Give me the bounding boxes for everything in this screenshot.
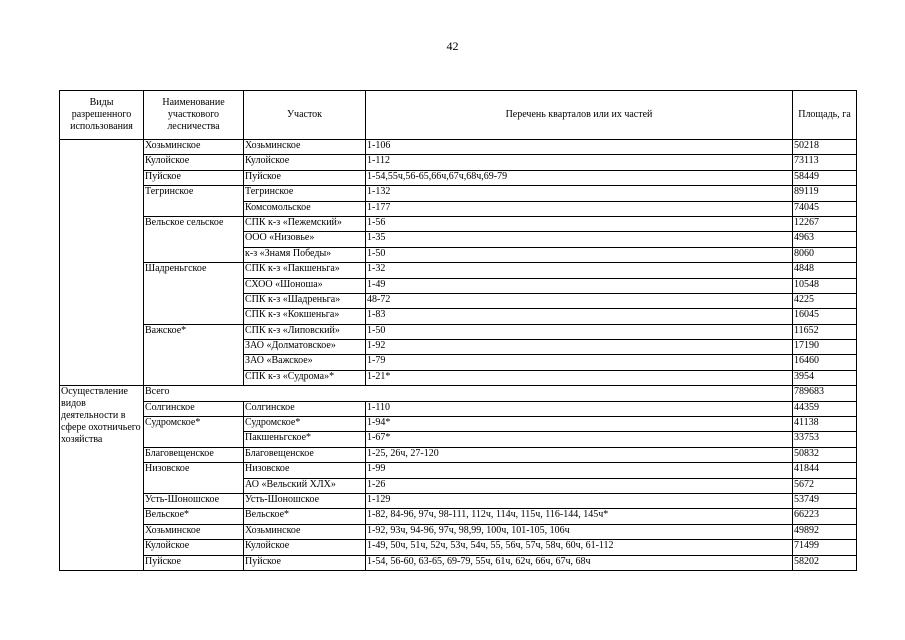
plot-cell: Кулойское: [244, 155, 366, 170]
quarters-cell: 1-82, 84-96, 97ч, 98-111, 112ч, 114ч, 115ч, 116-144, 145ч*: [366, 509, 793, 524]
area-cell: 53749: [793, 493, 857, 508]
area-cell: 50832: [793, 447, 857, 462]
area-cell: 16045: [793, 309, 857, 324]
header-quarters: Перечень кварталов или их частей: [366, 91, 793, 140]
table-row: [60, 417, 857, 432]
page-number: 42: [446, 39, 459, 53]
quarters-cell: 1-54, 56-60, 63-65, 69-79, 55ч, 61ч, 62ч, 66ч, 67ч, 68ч: [366, 555, 793, 570]
area-cell: 71499: [793, 540, 857, 555]
quarters-cell: 1-26: [366, 478, 793, 493]
forestry-cell: Шадреньгское: [144, 263, 244, 325]
quarters-cell: 1-106: [366, 140, 793, 155]
header-area: Площадь, га: [793, 91, 857, 140]
plot-cell: СПК к-з «Пакшеньга»: [244, 263, 366, 278]
quarters-cell: 1-32: [366, 263, 793, 278]
table-row: [60, 170, 857, 185]
total-area: 789683: [793, 386, 857, 401]
area-cell: 16460: [793, 355, 857, 370]
area-cell: 17190: [793, 340, 857, 355]
area-cell: 74045: [793, 201, 857, 216]
area-cell: 11652: [793, 324, 857, 339]
forestry-cell: Благовещенское: [144, 447, 244, 462]
total-row: [60, 386, 857, 401]
plot-cell: Хозьминское: [244, 524, 366, 539]
area-cell: 58202: [793, 555, 857, 570]
table-row: [60, 493, 857, 508]
table-row: [60, 540, 857, 555]
area-cell: 49892: [793, 524, 857, 539]
quarters-cell: 1-110: [366, 401, 793, 416]
quarters-cell: 1-92: [366, 340, 793, 355]
plot-cell: к-з «Знамя Победы»: [244, 247, 366, 262]
forestry-cell: Пуйское: [144, 555, 244, 570]
table-row: [60, 140, 857, 155]
forestry-cell: Тегринское: [144, 186, 244, 217]
plot-cell: Усть-Шоношское: [244, 493, 366, 508]
area-cell: 4848: [793, 263, 857, 278]
plot-cell: СПК к-з «Пежемский»: [244, 216, 366, 231]
table-row: [60, 216, 857, 231]
quarters-cell: 1-99: [366, 463, 793, 478]
table-row: [60, 447, 857, 462]
use-type-cell: Осуществление видов деятельности в сфере охотничьего хозяйства: [60, 386, 144, 571]
header-use-type: Виды разрешенного использования: [60, 91, 144, 140]
plot-cell: ЗАО «Долматовское»: [244, 340, 366, 355]
plot-cell: СХОО «Шоноша»: [244, 278, 366, 293]
plot-cell: Пуйское: [244, 555, 366, 570]
forestry-cell: Важское*: [144, 324, 244, 386]
plot-cell: Хозьминское: [244, 140, 366, 155]
header-plot: Участок: [244, 91, 366, 140]
plot-cell: ЗАО «Важское»: [244, 355, 366, 370]
table-body: [60, 140, 857, 571]
quarters-cell: 1-54,55ч,56-65,66ч,67ч,68ч,69-79: [366, 170, 793, 185]
quarters-cell: 1-132: [366, 186, 793, 201]
area-cell: 5672: [793, 478, 857, 493]
forestry-cell: Усть-Шоношское: [144, 493, 244, 508]
forestry-cell: Судромское*: [144, 417, 244, 448]
quarters-cell: 1-129: [366, 493, 793, 508]
plot-cell: Благовещенское: [244, 447, 366, 462]
quarters-cell: 48-72: [366, 293, 793, 308]
plot-cell: СПК к-з «Кокшеньга»: [244, 309, 366, 324]
header-forestry: Наименование участкового лесничества: [144, 91, 244, 140]
forestry-cell: Вельское*: [144, 509, 244, 524]
plot-cell: Вельское*: [244, 509, 366, 524]
plot-cell: Тегринское: [244, 186, 366, 201]
quarters-cell: 1-92, 93ч, 94-96, 97ч, 98,99, 100ч, 101-105, 106ч: [366, 524, 793, 539]
area-cell: 50218: [793, 140, 857, 155]
forestry-cell: Вельское сельское: [144, 216, 244, 262]
plot-cell: Судромское*: [244, 417, 366, 432]
area-cell: 4963: [793, 232, 857, 247]
plot-cell: Пуйское: [244, 170, 366, 185]
quarters-cell: 1-49: [366, 278, 793, 293]
forestry-cell: Кулойское: [144, 540, 244, 555]
plot-cell: СПК к-з «Судрома»*: [244, 370, 366, 385]
forestry-table: [59, 90, 857, 571]
quarters-cell: 1-112: [366, 155, 793, 170]
quarters-cell: 1-50: [366, 247, 793, 262]
total-label: Всего: [144, 386, 793, 401]
plot-cell: Комсомольское: [244, 201, 366, 216]
quarters-cell: 1-79: [366, 355, 793, 370]
area-cell: 58449: [793, 170, 857, 185]
quarters-cell: 1-94*: [366, 417, 793, 432]
forestry-cell: Солгинское: [144, 401, 244, 416]
quarters-cell: 1-177: [366, 201, 793, 216]
table-row: [60, 155, 857, 170]
area-cell: 12267: [793, 216, 857, 231]
area-cell: 10548: [793, 278, 857, 293]
table-row: [60, 509, 857, 524]
forestry-cell: Хозьминское: [144, 524, 244, 539]
forestry-cell: Хозьминское: [144, 140, 244, 155]
table-row: [60, 524, 857, 539]
quarters-cell: 1-83: [366, 309, 793, 324]
plot-cell: Кулойское: [244, 540, 366, 555]
forestry-cell: Пуйское: [144, 170, 244, 185]
area-cell: 41138: [793, 417, 857, 432]
area-cell: 73113: [793, 155, 857, 170]
use-type-cell: [60, 140, 144, 386]
area-cell: 89119: [793, 186, 857, 201]
plot-cell: Солгинское: [244, 401, 366, 416]
plot-cell: ООО «Низовье»: [244, 232, 366, 247]
area-cell: 66223: [793, 509, 857, 524]
quarters-cell: 1-35: [366, 232, 793, 247]
table-row: [60, 263, 857, 278]
table-row: [60, 555, 857, 570]
plot-cell: АО «Вельский ХЛХ»: [244, 478, 366, 493]
plot-cell: СПК к-з «Шадреньга»: [244, 293, 366, 308]
quarters-cell: 1-67*: [366, 432, 793, 447]
area-cell: 4225: [793, 293, 857, 308]
area-cell: 33753: [793, 432, 857, 447]
area-cell: 44359: [793, 401, 857, 416]
table-row: [60, 401, 857, 416]
plot-cell: СПК к-з «Липовский»: [244, 324, 366, 339]
quarters-cell: 1-50: [366, 324, 793, 339]
area-cell: 41844: [793, 463, 857, 478]
quarters-cell: 1-56: [366, 216, 793, 231]
forestry-cell: Кулойское: [144, 155, 244, 170]
table-row: [60, 463, 857, 478]
plot-cell: Низовское: [244, 463, 366, 478]
forestry-cell: Низовское: [144, 463, 244, 494]
plot-cell: Пакшеньгское*: [244, 432, 366, 447]
quarters-cell: 1-49, 50ч, 51ч, 52ч, 53ч, 54ч, 55, 56ч, 57ч, 58ч, 60ч, 61-112: [366, 540, 793, 555]
table-row: [60, 324, 857, 339]
quarters-cell: 1-21*: [366, 370, 793, 385]
table-row: [60, 186, 857, 201]
area-cell: 3954: [793, 370, 857, 385]
quarters-cell: 1-25, 26ч, 27-120: [366, 447, 793, 462]
area-cell: 8060: [793, 247, 857, 262]
